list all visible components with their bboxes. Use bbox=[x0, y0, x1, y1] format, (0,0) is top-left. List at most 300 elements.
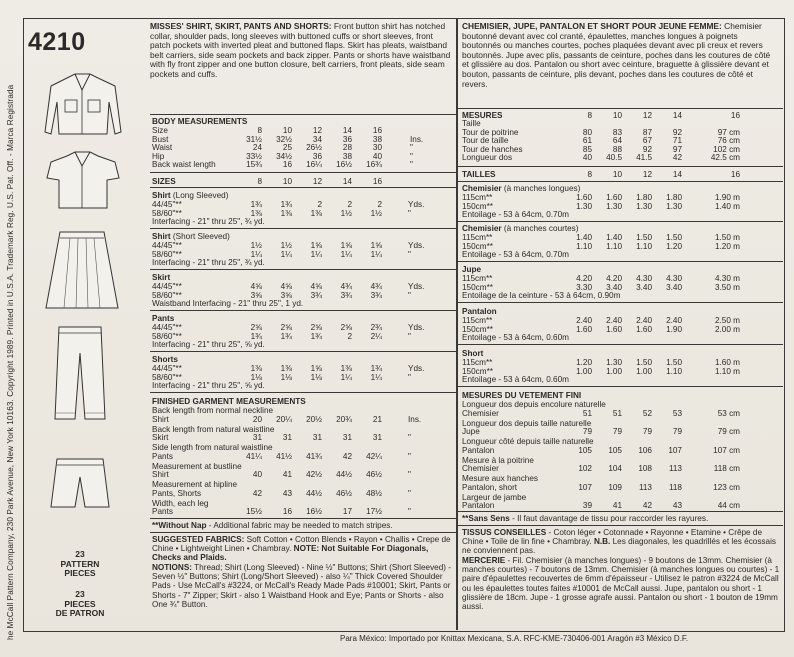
yardage-value: 3¾ bbox=[340, 290, 352, 300]
finished-value: 42½ bbox=[306, 470, 322, 479]
yardage-value: 1¼ bbox=[280, 249, 292, 259]
garment-title: Shirt bbox=[152, 232, 171, 241]
section-rule bbox=[457, 166, 783, 167]
garment-title: Shirt bbox=[152, 191, 171, 200]
yardage-value: 4⅝ bbox=[250, 282, 262, 291]
yardage-value: 2⅝ bbox=[340, 323, 352, 332]
fini-value: 52 bbox=[642, 408, 652, 418]
fini-sub: Chemisier bbox=[462, 408, 499, 418]
size-header: 16 bbox=[372, 126, 382, 135]
fini-value: 53 bbox=[672, 408, 682, 418]
unit-label: " bbox=[408, 372, 411, 382]
metrage-value: 1.10 m bbox=[714, 366, 740, 376]
size-header: 10 bbox=[282, 126, 292, 135]
mesure-label: Tour de poitrine bbox=[462, 127, 519, 137]
garment-subtitle-fr: (à manches longues) bbox=[501, 184, 581, 193]
yardage-value: 1⅛ bbox=[280, 372, 292, 382]
garment-name bbox=[152, 191, 228, 200]
tissus-text: - Coton léger • Cotonnade • Rayonne • Etamine • Crêpe de Chine • Toile de lin fine • Chambray. bbox=[462, 528, 762, 547]
copyright-side-text: he McCall Pattern Company, 230 Park Avenue, New York 10163. Copyright 1989. Printed in U.S.A. Trademark Reg. U.S. Pat. Off. - Marca Registrada bbox=[6, 84, 15, 640]
finished-value: 41¾ bbox=[306, 451, 322, 461]
metrage-value: 1.60 bbox=[636, 324, 652, 334]
mesure-value: 61 bbox=[582, 136, 592, 145]
notions-label: NOTIONS: bbox=[152, 563, 193, 572]
yardage-value: 1⅝ bbox=[310, 241, 322, 250]
finished-value: 31 bbox=[312, 433, 322, 442]
fabric-width: 44/45"** bbox=[152, 241, 182, 250]
garment-title: Shorts bbox=[152, 355, 178, 364]
fini-value: 41 bbox=[612, 501, 622, 510]
mesure-value: 92 bbox=[642, 144, 652, 154]
size-value: 12 bbox=[312, 177, 322, 186]
metrage-value: 1.60 bbox=[576, 193, 592, 202]
mesures-heading: MESURES bbox=[462, 111, 503, 120]
tissus-note-text: Les diagonales, les quadrillés et les écossais ne conviennent pas. bbox=[462, 537, 776, 556]
yardage-value: 2¾ bbox=[370, 323, 382, 332]
metrage-value: 1.50 bbox=[636, 233, 652, 242]
size-value: 10 bbox=[282, 177, 292, 186]
fini-value: 113 bbox=[668, 464, 682, 473]
shirt-short-sleeve-sketch bbox=[35, 150, 130, 212]
metrage-value: 4.20 bbox=[606, 274, 622, 283]
mesure-value: 97 bbox=[672, 144, 682, 154]
metrage-value: 1.00 bbox=[636, 366, 652, 376]
section-rule bbox=[457, 302, 783, 303]
taille-value: 10 bbox=[612, 170, 622, 179]
section-rule bbox=[150, 351, 456, 352]
mercerie bbox=[462, 556, 780, 611]
fabrics-text: Soft Cotton • Cotton Blends • Rayon • Challis • Crepe de Chine • Lightweight Linen • Chambray. bbox=[152, 535, 451, 554]
notions-text: Thread; Shirt (Long Sleeved) - Nine ½" Buttons; Shirt (Short Sleeved) - Seven ½" Buttons; Shirt (Long/Short Sleeved) - also ¼" Thick Covered Shoulder Pads - Use McCall's #3224, or McCall's Ready Made Pads #10001; Skirt, Pants or Shorts - 7" Zipper; Skirt - also 1 Waistband Hook and Eye; Pants or Shorts - also One ¾" Button. bbox=[152, 563, 451, 609]
entoilage-note: Entoilage - 53 à 64cm, 0.60m bbox=[462, 375, 569, 384]
desc-fr: Chemisier boutonné devant avec col cranté, épaulettes, manches longues à poignets boutonnés ou manches courtes, poches plaquées devant avec pli creux et revers boutonnés. Jupe avec plis, passants de ceinture, poches dans les coutures de côté et glissière au dos. Pantalon ou short avec ceinture, braguette à glissière devant et bouton, passants de ceinture, plis devant, poches dans les coutures de côté et revers. bbox=[462, 21, 771, 89]
without-nap-label: **Without Nap bbox=[152, 521, 207, 530]
body-value: 24 bbox=[252, 143, 262, 152]
yardage-value: 2¼ bbox=[370, 331, 382, 341]
pattern-pieces-fr bbox=[40, 590, 120, 619]
fabrics-note: NOTE: Not Suitable For Diagonals, Checks and Plaids. bbox=[152, 544, 429, 563]
fini-value: 106 bbox=[638, 445, 652, 455]
yardage-value: 1⅜ bbox=[280, 364, 292, 373]
fini-value: 51 bbox=[582, 408, 592, 418]
pieces-label-fr-1: PIECES bbox=[64, 598, 96, 609]
yardage-value: 2⅝ bbox=[310, 323, 322, 332]
garment-title-fr: Jupe bbox=[462, 265, 482, 274]
pattern-pieces-en bbox=[40, 550, 120, 579]
section-rule bbox=[457, 181, 783, 182]
section-rule bbox=[150, 518, 456, 519]
finished-value: 31 bbox=[252, 433, 262, 442]
garment-subtitle-fr: (à manches courtes) bbox=[501, 224, 579, 233]
metrage-value: 4.20 bbox=[576, 274, 592, 283]
fabric-width-fr: 150cm** bbox=[462, 241, 493, 251]
body-value: 16½ bbox=[336, 160, 352, 169]
fabric-width: 58/60"** bbox=[152, 208, 182, 218]
yardage-value: 1⅜ bbox=[250, 208, 262, 218]
yardage-value: 1⅝ bbox=[370, 241, 382, 250]
garment-title-fr: Short bbox=[462, 349, 484, 358]
fini-value: 43 bbox=[672, 501, 682, 510]
size-value: 8 bbox=[257, 177, 262, 186]
finished-value: 44½ bbox=[336, 470, 352, 479]
mercerie-label: MERCERIE bbox=[462, 556, 506, 565]
fabric-width: 58/60"** bbox=[152, 372, 182, 382]
pieces-count-en: 23 bbox=[75, 549, 85, 559]
body-value: 28 bbox=[342, 143, 352, 152]
yardage-value: 1½ bbox=[280, 241, 292, 250]
tissus-label: TISSUS CONSEILLES bbox=[462, 528, 547, 537]
body-row-label: Bust bbox=[152, 134, 169, 144]
garment-name bbox=[152, 232, 230, 241]
finished-value: 46½ bbox=[366, 470, 382, 479]
sans-sens-label: **Sans Sens bbox=[462, 514, 510, 523]
metrage-value: 1.50 bbox=[666, 358, 682, 367]
yardage-value: 1⅛ bbox=[250, 372, 262, 382]
fini-value: 104 bbox=[608, 464, 622, 473]
mesure-value: 64 bbox=[612, 136, 622, 145]
entoilage-note: Entoilage de la ceinture - 53 à 64cm, 0.90m bbox=[462, 291, 621, 300]
fini-label: Mesure à la poitrine bbox=[462, 455, 534, 465]
mercerie-text: - Fil. Chemisier (à manches longues) - 9 boutons de 13mm. Chemisier (à manches courtes) - 7 boutons de 13mm. Chemisier (à manches longues ou courtes) - 1 paire d'épaulettes recouvertes de 6mm d'épaisseur - Utilisez le patron #3224 de McCall ou les épaulettes toutes faites #10001 de McCall aussi. Jupe, pantalon ou short - 1 glissière de 18cm. Jupe - 1 grosse agrafe aussi. Pantalon ou short - 1 bouton de 19mm aussi. bbox=[462, 556, 780, 612]
sans-sens-note bbox=[462, 514, 708, 523]
fabric-width: 58/60"** bbox=[152, 249, 182, 259]
metrage-value: 1.60 m bbox=[714, 358, 740, 367]
yardage-value: 2⅝ bbox=[280, 323, 292, 332]
yardage-value: 1⅜ bbox=[250, 364, 262, 373]
sans-sens-text: - Il faut davantage de tissu pour raccorder les rayures. bbox=[509, 514, 709, 523]
metrage-value: 1.30 bbox=[606, 358, 622, 367]
metrage-value: 4.30 bbox=[636, 274, 652, 283]
fini-label: Longueur côté depuis taille naturelle bbox=[462, 437, 594, 446]
metrage-value: 1.10 bbox=[606, 241, 622, 251]
yardage-value: 1¾ bbox=[280, 200, 292, 209]
unit-label: " bbox=[408, 470, 411, 479]
fabric-width-fr: 115cm** bbox=[462, 233, 493, 242]
fini-value: 123 cm bbox=[713, 482, 740, 492]
unit-label: " bbox=[408, 507, 411, 516]
section-rule bbox=[150, 269, 456, 270]
taille-header: 12 bbox=[642, 111, 652, 120]
section-rule bbox=[457, 261, 783, 262]
metrage-value: 1.30 bbox=[606, 201, 622, 211]
section-rule bbox=[150, 228, 456, 229]
fini-value: 79 bbox=[672, 427, 682, 436]
unit-label: Yds. bbox=[408, 200, 425, 209]
metrage-value: 1.10 bbox=[666, 366, 682, 376]
unit-label: Yds. bbox=[408, 282, 425, 291]
finished-value: 17 bbox=[342, 507, 352, 516]
size-value: 14 bbox=[342, 177, 352, 186]
body-value: 34 bbox=[312, 134, 322, 144]
fabric-width-fr: 115cm** bbox=[462, 274, 493, 283]
fabric-width-fr: 150cm** bbox=[462, 282, 493, 292]
finished-label: Back length from normal neckline bbox=[152, 406, 274, 415]
metrage-value: 1.90 m bbox=[714, 193, 740, 202]
metrage-value: 4.30 m bbox=[714, 274, 740, 283]
fini-label: Mesure aux hanches bbox=[462, 474, 539, 483]
yardage-value: 1⅝ bbox=[310, 364, 322, 373]
without-nap-note bbox=[152, 521, 393, 530]
body-measurements-heading: BODY MEASUREMENTS bbox=[152, 117, 248, 126]
size-header: 12 bbox=[312, 126, 322, 135]
finished-value: 42¼ bbox=[366, 451, 382, 461]
fabric-width: 44/45"** bbox=[152, 364, 182, 373]
size-header: 8 bbox=[257, 126, 262, 135]
finished-value: 31 bbox=[282, 433, 292, 442]
body-value: 40 bbox=[372, 151, 382, 161]
mesure-value: 87 bbox=[642, 127, 652, 137]
body-value: 25 bbox=[282, 143, 292, 152]
fini-value: 53 cm bbox=[717, 408, 740, 418]
metrage-value: 1.60 bbox=[576, 324, 592, 334]
metrage-value: 2.40 bbox=[576, 316, 592, 325]
pieces-count-fr: 23 bbox=[75, 589, 85, 599]
section-rule bbox=[457, 511, 783, 512]
finished-value: 42 bbox=[252, 488, 262, 498]
yardage-value: 4¾ bbox=[340, 282, 352, 291]
unit-label: " bbox=[410, 143, 413, 152]
finished-label: Side length from natural waistline bbox=[152, 443, 273, 452]
mesure-value: 85 bbox=[582, 144, 592, 154]
fini-sub: Pantalon bbox=[462, 445, 495, 455]
yardage-value: 1½ bbox=[250, 241, 262, 250]
fabric-width: 58/60"** bbox=[152, 290, 182, 300]
yardage-value: 4⅝ bbox=[310, 282, 322, 291]
title-en: MISSES' SHIRT, SKIRT, PANTS AND SHORTS: bbox=[150, 21, 332, 31]
section-rule bbox=[457, 108, 783, 109]
mesure-value: 102 cm bbox=[713, 144, 740, 154]
interfacing-note: Interfacing - 21" thru 25", ¾ yd. bbox=[152, 258, 265, 267]
fini-value: 79 cm bbox=[717, 427, 740, 436]
finished-value: 46½ bbox=[336, 488, 352, 498]
mesure-label: Tour de hanches bbox=[462, 144, 523, 154]
unit-label: " bbox=[408, 208, 411, 218]
import-footer: Para México: Importado por Knittax Mexicana, S.A. RFC-KME-730406-001 Aragón #3 México D.F. bbox=[340, 634, 689, 643]
yardage-value: 1⅜ bbox=[280, 208, 292, 218]
finished-value: 20¾ bbox=[336, 414, 352, 424]
finished-value: 48½ bbox=[366, 488, 382, 498]
fini-value: 108 bbox=[638, 464, 652, 473]
taille-value: 14 bbox=[672, 170, 682, 179]
finished-value: 42 bbox=[342, 451, 352, 461]
fini-heading: MESURES DU VETEMENT FINI bbox=[462, 391, 582, 400]
yardage-value: 2 bbox=[317, 200, 322, 209]
fini-value: 113 bbox=[638, 482, 652, 492]
garment-subtitle: (Short Sleeved) bbox=[170, 232, 230, 241]
body-row-label: Waist bbox=[152, 143, 173, 152]
mesure-value: 42.5 cm bbox=[710, 153, 740, 162]
metrage-value: 1.60 bbox=[606, 324, 622, 334]
metrage-value: 1.50 m bbox=[714, 233, 740, 242]
fini-value: 79 bbox=[582, 427, 592, 436]
garment-title: Pants bbox=[152, 314, 175, 323]
metrage-value: 1.00 bbox=[606, 366, 622, 376]
body-value: 36 bbox=[342, 134, 352, 144]
finished-value: 43 bbox=[282, 488, 292, 498]
body-value: 36 bbox=[312, 151, 322, 161]
unit-label: " bbox=[408, 488, 411, 498]
mesure-value: 88 bbox=[612, 144, 622, 154]
pants-sketch bbox=[45, 323, 115, 423]
finished-value: 41¼ bbox=[246, 451, 262, 461]
mesure-value: 92 bbox=[672, 127, 682, 137]
taille-header: 14 bbox=[672, 111, 682, 120]
metrage-value: 1.90 bbox=[666, 324, 682, 334]
suggested-fabrics bbox=[152, 535, 452, 563]
yardage-value: 3⅝ bbox=[280, 290, 292, 300]
interfacing-note: Interfacing - 21" thru 25", ⅝ yd. bbox=[152, 381, 265, 390]
yardage-value: 1¾ bbox=[370, 364, 382, 373]
metrage-value: 1.30 bbox=[636, 201, 652, 211]
body-value: 16¾ bbox=[366, 160, 382, 169]
entoilage-note: Entoilage - 53 à 64cm, 0.70m bbox=[462, 250, 569, 259]
yardage-value: 3¾ bbox=[370, 290, 382, 300]
yardage-value: 1¾ bbox=[250, 331, 262, 341]
section-rule bbox=[150, 114, 456, 115]
fini-sub: Jupe bbox=[462, 427, 480, 436]
mesure-value: 42 bbox=[672, 153, 682, 162]
metrage-value: 1.20 bbox=[576, 358, 592, 367]
yardage-value: 1⅛ bbox=[310, 372, 322, 382]
description-en bbox=[150, 22, 452, 80]
unit-label: " bbox=[408, 249, 411, 259]
body-value: 16 bbox=[282, 160, 292, 169]
finished-value: 41 bbox=[282, 470, 292, 479]
taille-value: 8 bbox=[587, 170, 592, 179]
fini-value: 107 bbox=[578, 482, 592, 492]
yardage-value: 1¾ bbox=[280, 331, 292, 341]
finished-value: 40 bbox=[252, 470, 262, 479]
taille-value: 16 bbox=[730, 170, 740, 179]
finished-value: 31 bbox=[342, 433, 352, 442]
fini-value: 118 cm bbox=[713, 464, 740, 473]
finished-label: Back length from natural waistline bbox=[152, 424, 275, 434]
finished-value: 17½ bbox=[366, 507, 382, 516]
finished-value: 20 bbox=[252, 414, 262, 424]
section-rule bbox=[457, 525, 783, 526]
garment-title-fr: Chemisier bbox=[462, 184, 502, 193]
yardage-value: 3¾ bbox=[310, 290, 322, 300]
mesure-value: 40.5 bbox=[606, 153, 622, 162]
metrage-value: 1.20 m bbox=[714, 241, 740, 251]
yardage-value: 1¼ bbox=[370, 249, 382, 259]
garment-subtitle: (Long Sleeved) bbox=[170, 191, 229, 200]
body-row-label: Size bbox=[152, 126, 168, 135]
finished-sub: Skirt bbox=[152, 433, 169, 442]
yardage-value: 2⅝ bbox=[250, 323, 262, 332]
size-value: 16 bbox=[372, 177, 382, 186]
unit-label: " bbox=[408, 451, 411, 461]
skirt-sketch bbox=[40, 228, 125, 313]
metrage-value: 1.40 m bbox=[714, 201, 740, 211]
metrage-value: 1.30 bbox=[576, 201, 592, 211]
metrage-value: 1.00 bbox=[576, 366, 592, 376]
fabric-width: 44/45"** bbox=[152, 200, 182, 209]
fabric-width: 44/45"** bbox=[152, 323, 182, 332]
garment-name bbox=[152, 273, 170, 282]
description-fr bbox=[462, 22, 778, 89]
metrage-value: 3.30 bbox=[576, 282, 592, 292]
fini-value: 107 cm bbox=[713, 445, 740, 455]
fini-value: 39 bbox=[582, 501, 592, 510]
body-value: 33½ bbox=[246, 151, 262, 161]
fini-label: Longueur dos depuis taille naturelle bbox=[462, 418, 592, 428]
fini-label: Largeur de jambe bbox=[462, 492, 527, 502]
without-nap-text: - Additional fabric may be needed to match stripes. bbox=[206, 521, 393, 530]
yardage-value: 1⅜ bbox=[310, 208, 322, 218]
fini-label: Longueur dos depuis encolure naturelle bbox=[462, 400, 606, 409]
fini-value: 105 bbox=[578, 445, 592, 455]
unit-label: Yds. bbox=[408, 364, 425, 373]
body-row-label: Hip bbox=[152, 151, 165, 161]
fabric-width: 58/60"** bbox=[152, 331, 182, 341]
fabric-width-fr: 115cm** bbox=[462, 193, 493, 202]
metrage-value: 2.40 bbox=[636, 316, 652, 325]
pattern-number: 4210 bbox=[28, 28, 86, 56]
finished-sub: Shirt bbox=[152, 414, 169, 424]
unit-label: Yds. bbox=[408, 241, 425, 250]
finished-sub: Pants bbox=[152, 507, 173, 516]
unit-label: " bbox=[410, 151, 413, 161]
section-rule bbox=[457, 221, 783, 222]
mesure-label: Taille bbox=[462, 119, 481, 128]
body-value: 38 bbox=[372, 134, 382, 144]
body-value: 31½ bbox=[246, 134, 262, 144]
finished-sub: Pants bbox=[152, 451, 173, 461]
entoilage-note: Entoilage - 53 à 64cm, 0.70m bbox=[462, 210, 569, 219]
notions bbox=[152, 563, 452, 609]
yardage-value: 2 bbox=[347, 200, 352, 209]
unit-label: " bbox=[408, 331, 411, 341]
shorts-sketch bbox=[45, 455, 115, 513]
interfacing-note: Interfacing - 21" thru 25", ¾ yd. bbox=[152, 217, 265, 226]
fini-value: 107 bbox=[668, 445, 682, 455]
section-rule bbox=[150, 532, 456, 533]
yardage-value: 1½ bbox=[370, 208, 382, 218]
metrage-value: 3.50 m bbox=[714, 282, 740, 292]
fabric-width-fr: 150cm** bbox=[462, 324, 493, 334]
unit-label: Ins. bbox=[408, 414, 422, 424]
finished-value: 31 bbox=[372, 433, 382, 442]
finished-label: Width, each leg bbox=[152, 498, 209, 508]
garment-name-fr bbox=[462, 307, 497, 316]
body-value: 16¼ bbox=[306, 160, 322, 169]
unit-label: " bbox=[408, 290, 411, 300]
finished-sub: Shirt bbox=[152, 470, 169, 479]
tissus-conseilles bbox=[462, 528, 780, 556]
body-row-label: Back waist length bbox=[152, 160, 216, 169]
fini-value: 51 bbox=[612, 408, 622, 418]
yardage-value: 4¾ bbox=[370, 282, 382, 291]
yardage-value: 1⅝ bbox=[340, 241, 352, 250]
mesure-value: 41.5 bbox=[636, 153, 652, 162]
column-divider bbox=[456, 18, 458, 630]
section-rule bbox=[457, 344, 783, 345]
yardage-value: 2 bbox=[347, 331, 352, 341]
taille-value: 12 bbox=[642, 170, 652, 179]
interfacing-note: Interfacing - 21" thru 25", ⅝ yd. bbox=[152, 340, 265, 349]
yardage-value: 2 bbox=[377, 200, 382, 209]
pieces-label-fr-2: DE PATRON bbox=[55, 608, 105, 618]
metrage-value: 1.40 bbox=[576, 233, 592, 242]
section-rule bbox=[150, 172, 456, 173]
desc-en: Front button shirt has notched collar, shoulder pads, long sleeves with buttoned cuffs or short sleeves, front patch pockets with inverted pleat and buttoned flaps. Skirt has pleats, waistband belt carriers, side seam pockets and back zipper. Pants or shorts have waistband with fly front zipper and one button closure, belt carriers, front pleats, side seam pockets and cuffs. bbox=[150, 21, 451, 79]
fabric-width-fr: 150cm** bbox=[462, 201, 493, 211]
garment-name-fr bbox=[462, 349, 483, 358]
fini-sub: Pantalon, short bbox=[462, 482, 518, 492]
finished-label: Measurement at hipline bbox=[152, 480, 238, 489]
metrage-value: 1.40 bbox=[606, 233, 622, 242]
